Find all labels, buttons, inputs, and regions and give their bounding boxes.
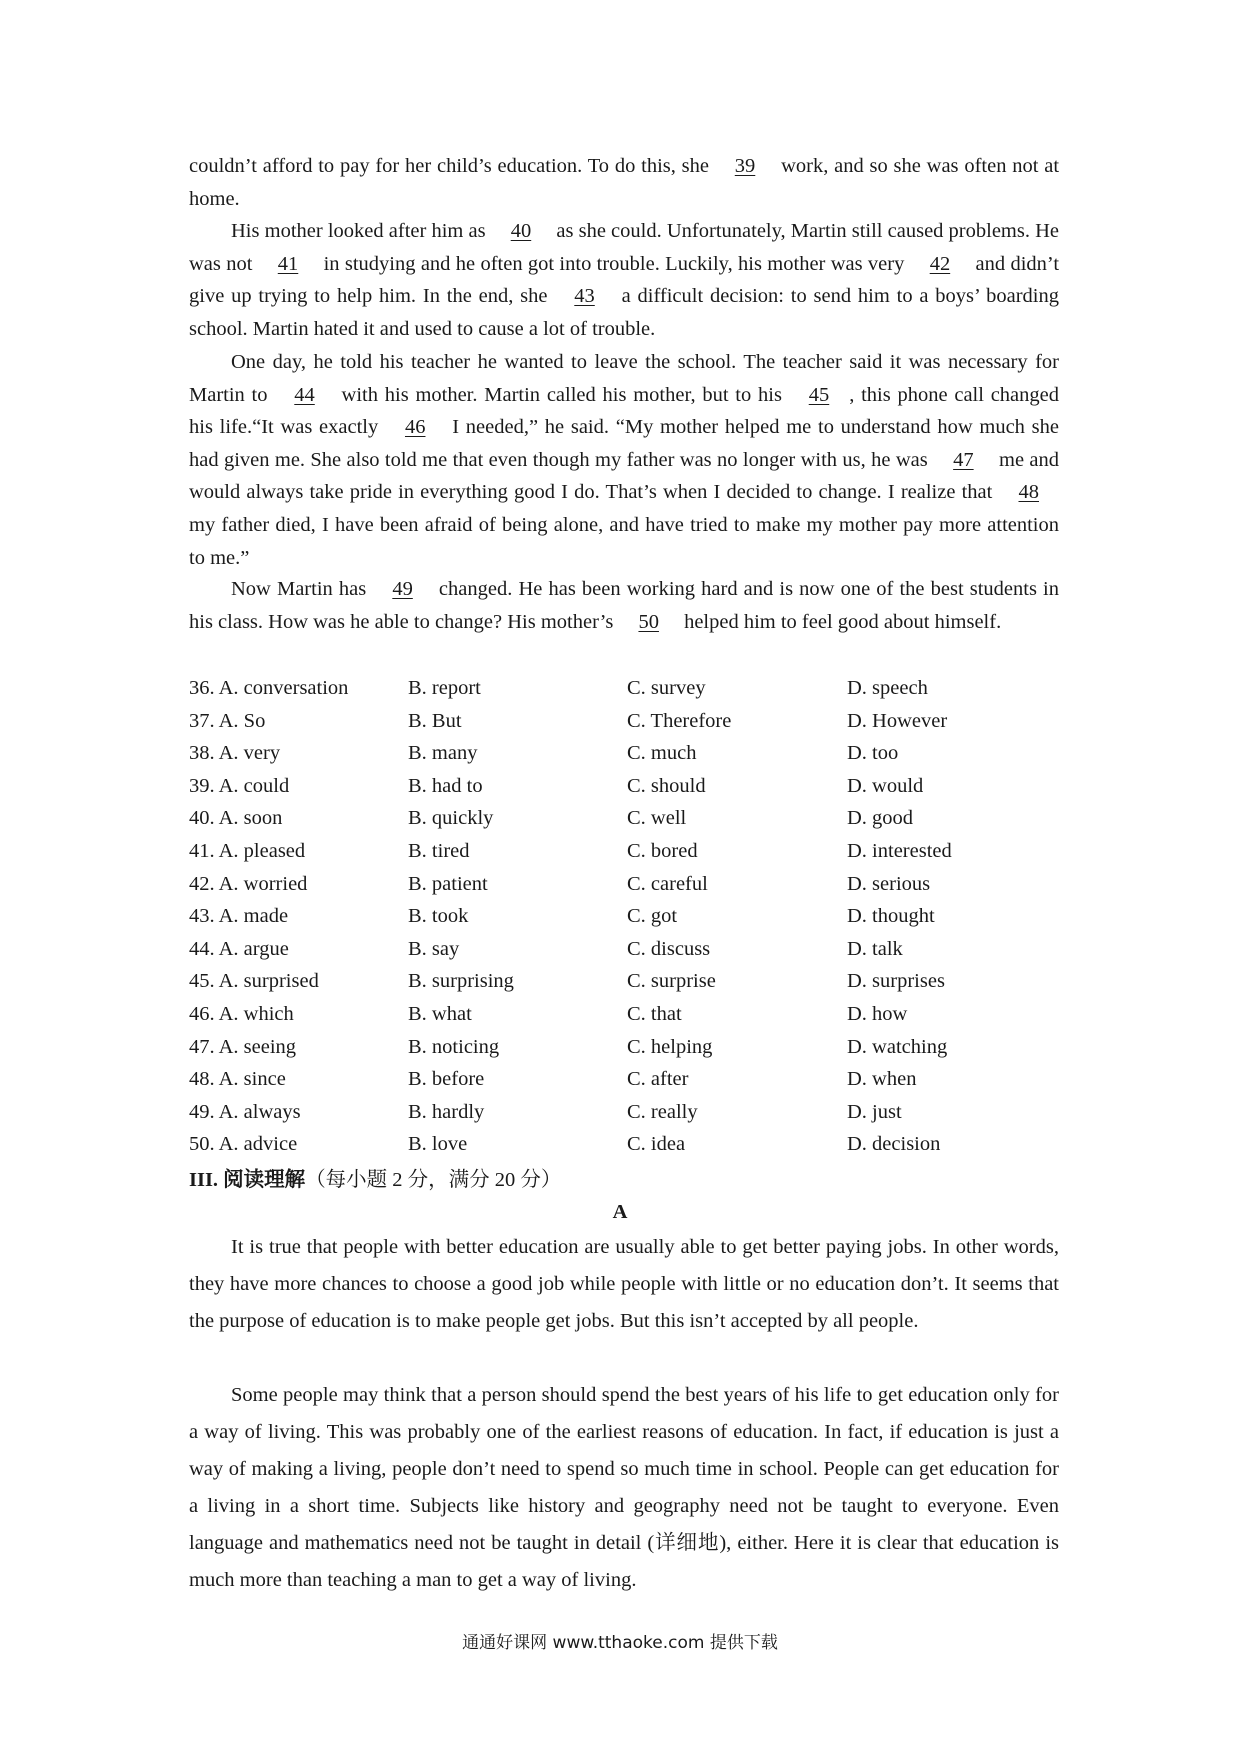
option-b: B. noticing	[408, 1035, 500, 1058]
blank-41: 41	[277, 252, 299, 275]
reading-paragraph-1	[189, 1229, 1059, 1340]
option-d: D. watching	[847, 1035, 948, 1058]
option-c: C. helping	[627, 1035, 713, 1058]
answer-options	[189, 672, 1069, 1161]
option-a: 37. A. So	[189, 709, 266, 732]
option-d: D. interested	[847, 839, 952, 862]
option-a: 48. A. since	[189, 1068, 286, 1091]
option-c: C. idea	[627, 1133, 686, 1156]
option-d: D. talk	[847, 937, 903, 960]
section-title: III. 阅读理解	[189, 1169, 306, 1191]
option-b: B. took	[408, 905, 469, 928]
option-b: B. had to	[408, 774, 483, 797]
blank-50: 50	[638, 610, 659, 633]
option-a: 40. A. soon	[189, 807, 283, 830]
option-row	[189, 737, 1069, 770]
cloze-text: I needed,” he said. “My mother helped me to understand how much she had given me. She also told me that even though my father was no longer with us, he was	[189, 416, 1059, 471]
blank-40: 40	[510, 220, 532, 242]
blank-48: 48	[1018, 481, 1039, 504]
option-b: B. patient	[408, 872, 488, 895]
option-a: 47. A. seeing	[189, 1035, 297, 1058]
option-a: 44. A. argue	[189, 937, 289, 960]
option-row	[189, 868, 1069, 901]
option-row	[189, 933, 1069, 966]
option-a: 36. A. conversation	[189, 677, 349, 699]
option-row	[189, 900, 1069, 933]
option-c: C. bored	[627, 839, 698, 862]
option-d: D. good	[847, 807, 914, 830]
option-c: C. got	[627, 905, 678, 928]
reading-text: Some people may think that a person should spend the best years of his life to get education only for a way of living. This was probably one of the earliest reasons of education. In fact, if education is just a way of making a living, people don’t need to spend so much time in school. People can get education for a living in a short time. Subjects like history and geography need not be taught to everyone. Even language and mathematics need not be taught in detail (详细地), either. Here it is clear that education is much more than teaching a man to get a way of living.	[189, 1384, 1059, 1591]
option-b: B. many	[408, 742, 478, 765]
cloze-paragraph-4	[189, 573, 1059, 638]
cloze-text: in studying and he often got into trouble. Luckily, his mother was very	[323, 252, 905, 275]
cloze-text: work, and so she was often not at home.	[189, 155, 1060, 210]
cloze-text: as she could. Unfortunately, Martin still caused problems. He was not	[189, 220, 1060, 275]
option-d: D. speech	[847, 677, 928, 699]
cloze-paragraph-1	[189, 150, 1059, 215]
option-c: C. really	[627, 1100, 698, 1123]
cloze-text: Now Martin has	[231, 578, 367, 600]
option-d: D. decision	[847, 1133, 941, 1156]
section-heading	[189, 1164, 561, 1196]
option-c: C. surprise	[627, 970, 716, 993]
option-row	[189, 672, 1069, 705]
option-d: D. However	[847, 709, 948, 732]
option-row	[189, 1031, 1069, 1064]
option-b: B. surprising	[408, 970, 514, 993]
cloze-paragraph-2	[189, 215, 1059, 345]
option-a: 50. A. advice	[189, 1133, 298, 1156]
option-c: C. survey	[627, 677, 706, 699]
blank-49: 49	[392, 578, 413, 600]
cloze-text: and didn’t give up trying to help him. In the end, she	[189, 252, 1060, 308]
option-b: B. say	[408, 937, 460, 960]
option-d: D. too	[847, 742, 899, 765]
blank-42: 42	[929, 252, 951, 275]
option-d: D. surprises	[847, 970, 945, 993]
cloze-text: with his mother. Martin called his mother, but to his	[341, 383, 782, 406]
reading-text: It is true that people with better education are usually able to get better paying jobs. In other words, they have more chances to choose a good job while people with little or no education don’t. It seems that the purpose of education is to make people get jobs. But this isn’t accepted by all people.	[189, 1236, 1059, 1332]
option-a: 41. A. pleased	[189, 839, 306, 862]
cloze-text: a difficult decision: to send him to a boys’ boarding school. Martin hated it and used to cause a lot of trouble.	[189, 285, 1060, 340]
cloze-text: me and would always take pride in everything good I do. That’s when I decided to change. I realize that	[189, 448, 1060, 504]
option-row	[189, 965, 1069, 998]
option-row	[189, 1063, 1069, 1096]
option-a: 42. A. worried	[189, 872, 308, 895]
option-b: B. tired	[408, 839, 470, 862]
option-a: 49. A. always	[189, 1100, 301, 1123]
cloze-paragraph-3	[189, 346, 1059, 574]
option-c: C. after	[627, 1068, 689, 1091]
option-c: C. Therefore	[627, 709, 732, 732]
option-row	[189, 835, 1069, 868]
page-footer: 通通好课网 www.tthaoke.com 提供下载	[462, 1633, 778, 1653]
option-row	[189, 770, 1069, 803]
option-a: 46. A. which	[189, 1002, 294, 1025]
option-c: C. well	[627, 807, 687, 830]
option-d: D. when	[847, 1068, 917, 1091]
option-d: D. how	[847, 1002, 908, 1025]
option-c: C. much	[627, 742, 697, 765]
option-b: B. before	[408, 1068, 485, 1091]
cloze-text: One day, he told his teacher he wanted to leave the school. The teacher said it was necessary for Martin to	[189, 351, 1059, 406]
blank-43: 43	[574, 285, 595, 308]
option-c: C. that	[627, 1002, 682, 1025]
blank-46: 46	[404, 416, 426, 439]
option-row	[189, 705, 1069, 738]
blank-44: 44	[294, 383, 315, 406]
option-row	[189, 998, 1069, 1031]
option-b: B. love	[408, 1133, 468, 1156]
option-a: 43. A. made	[189, 905, 289, 928]
cloze-text: helped him to feel good about himself.	[684, 610, 1002, 633]
passage-label: A	[612, 1201, 628, 1223]
cloze-text: His mother looked after him as	[231, 220, 486, 242]
option-c: C. careful	[627, 872, 708, 895]
option-b: B. report	[408, 677, 481, 699]
option-d: D. just	[847, 1100, 902, 1123]
cloze-text: couldn’t afford to pay for her child’s education. To do this, she	[189, 155, 709, 177]
option-a: 39. A. could	[189, 774, 290, 797]
option-row	[189, 1096, 1069, 1129]
option-a: 38. A. very	[189, 742, 281, 765]
option-b: B. what	[408, 1002, 472, 1025]
option-b: B. But	[408, 709, 462, 732]
option-d: D. would	[847, 774, 924, 797]
option-b: B. quickly	[408, 807, 494, 830]
blank-39: 39	[734, 155, 756, 177]
blank-47: 47	[953, 448, 974, 471]
option-c: C. should	[627, 774, 706, 797]
blank-45: 45	[808, 383, 830, 406]
cloze-text: changed. He has been working hard and is now one of the best students in his class. How was he able to change? His mother’s	[189, 578, 1060, 633]
option-row	[189, 1128, 1069, 1161]
option-b: B. hardly	[408, 1100, 485, 1123]
reading-paragraph-2	[189, 1377, 1059, 1599]
option-row	[189, 802, 1069, 835]
option-a: 45. A. surprised	[189, 970, 319, 993]
section-note: （每小题 2 分，满分 20 分）	[305, 1169, 562, 1191]
option-d: D. serious	[847, 872, 931, 895]
option-d: D. thought	[847, 905, 935, 928]
cloze-text: , this phone call changed his life.“It was exactly	[189, 383, 1060, 439]
option-c: C. discuss	[627, 937, 711, 960]
cloze-text: my father died, I have been afraid of being alone, and have tried to make my mother pay more attention to me.”	[189, 513, 1059, 569]
